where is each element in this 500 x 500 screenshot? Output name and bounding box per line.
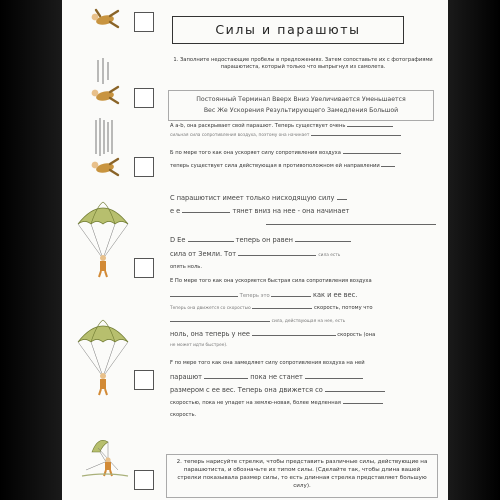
sentence-f-line3: размером с ее вес. Теперь она движется со — [170, 386, 436, 395]
worksheet-page — [62, 0, 448, 500]
word-bank-item: Же — [217, 106, 228, 114]
blank-field[interactable] — [305, 374, 363, 379]
worksheet-content — [162, 0, 442, 500]
word-bank-item: Уменьшается — [361, 96, 406, 103]
blank-field[interactable] — [266, 220, 436, 225]
sentence-e-line4: сила, действующая на нее, есть — [170, 317, 436, 325]
blank-field[interactable] — [343, 399, 383, 404]
answer-box-2[interactable] — [134, 88, 154, 108]
skydiver-terminal-icon — [90, 118, 120, 182]
answer-box-1[interactable] — [134, 12, 154, 32]
sentence-d-line2: сила от Земли. Тот сила есть — [170, 250, 341, 258]
blank-field[interactable] — [381, 162, 395, 167]
word-bank-item: Терминал — [238, 96, 271, 103]
blank-field[interactable] — [343, 149, 401, 154]
blank-field[interactable] — [182, 208, 230, 213]
left-background-shadow — [0, 0, 62, 500]
blank-field[interactable] — [311, 131, 401, 136]
sentence-f-line5: скорость. — [170, 412, 197, 418]
sentence-b: Б по мере того как она ускоряет силу сопротивления воздуха — [170, 149, 436, 157]
page-title: Силы и парашюты — [172, 16, 404, 44]
sentence-c-line3 — [170, 220, 436, 228]
word-bank-item: Ускорения — [229, 106, 264, 114]
task-2-box: 2. теперь нарисуйте стрелки, чтобы представить различные силы, действующие на парашютиста, и обозначьте их типом силы. (Сделайте так, чтобы длина вашей стрелки показывала размер силы, то есть длинная стрелка представляет большую силу). — [166, 454, 438, 498]
sentence-e-line2: Теперь это как и ее вес. — [170, 291, 436, 300]
sentence-f-line4: скоростью, пока не упадет на землю-новая, более медленная — [170, 399, 436, 407]
blank-field[interactable] — [295, 237, 351, 242]
sentence-a: A а-b, она раскрывает свой парашют. Теперь существует очень — [170, 122, 436, 130]
sentence-e-line6: не может идти быстрее). — [170, 343, 228, 348]
sentence-f-line2: парашют пока не станет — [170, 373, 436, 382]
sentence-e: E По мере того как она ускоряется быстрая сила сопротивления воздуха — [170, 278, 372, 284]
skydiver-freefall-icon — [90, 8, 120, 32]
parachute-descending-icon — [76, 318, 130, 396]
sentence-d: D Ее теперь он равен — [170, 236, 436, 245]
blank-field[interactable] — [347, 122, 393, 127]
sentence-c: С парашютист имеет только нисходящую силу — [170, 194, 436, 203]
illustration-column — [62, 0, 162, 500]
blank-field[interactable] — [170, 317, 270, 322]
sentence-b-line2: теперь существует сила действующая в противоположном ей направлении — [170, 162, 436, 170]
sentence-e-line5: ноль, она теперь у нее скорость (она — [170, 330, 376, 338]
word-bank-item: Результирующего — [265, 106, 326, 114]
blank-field[interactable] — [337, 195, 347, 200]
sentence-d-line3: опять ноль. — [170, 264, 203, 270]
blank-field[interactable] — [325, 387, 385, 392]
word-bank-item: Вниз — [293, 96, 310, 103]
blank-field[interactable] — [204, 374, 248, 379]
blank-field[interactable] — [271, 292, 311, 297]
word-bank-item: Вверх — [272, 96, 292, 103]
word-bank-item: Постоянный — [196, 96, 237, 103]
blank-field[interactable] — [238, 251, 316, 256]
answer-box-4[interactable] — [134, 258, 154, 278]
sentence-c-line2: е е тянет вниз на нее - она начинает — [170, 207, 350, 215]
blank-field[interactable] — [170, 292, 238, 297]
sentence-f: F по мере того как она замедляет силу сопротивления воздуха на ней — [170, 360, 365, 366]
sentence-a-line2: сильная сила сопротивления воздуха, поэтому она начинает — [170, 131, 436, 139]
word-bank-item: Большой — [369, 106, 399, 114]
answer-box-3[interactable] — [134, 157, 154, 177]
blank-field[interactable] — [252, 331, 336, 336]
instructions: 1. Заполните недостающие пробелы в предложениях. Затем сопоставьте их с фотографиями парашютиста, который только что выпрыгнул из самолета. — [173, 57, 433, 70]
word-bank-item: Вес — [203, 106, 216, 114]
right-background-shadow — [448, 0, 500, 500]
parachutist-landed-icon — [78, 436, 132, 478]
word-bank-item: Увеличивается — [310, 96, 360, 103]
word-bank-item: Замедления — [327, 106, 368, 114]
answer-box-5[interactable] — [134, 370, 154, 390]
skydiver-falling-fast-icon — [90, 58, 120, 110]
parachute-open-icon — [76, 200, 130, 278]
answer-box-6[interactable] — [134, 470, 154, 490]
blank-field[interactable] — [188, 237, 234, 242]
sentence-e-line3: Теперь она движется со скоростью скорость, потому что — [170, 305, 373, 311]
word-bank — [168, 90, 434, 121]
blank-field[interactable] — [252, 304, 312, 309]
